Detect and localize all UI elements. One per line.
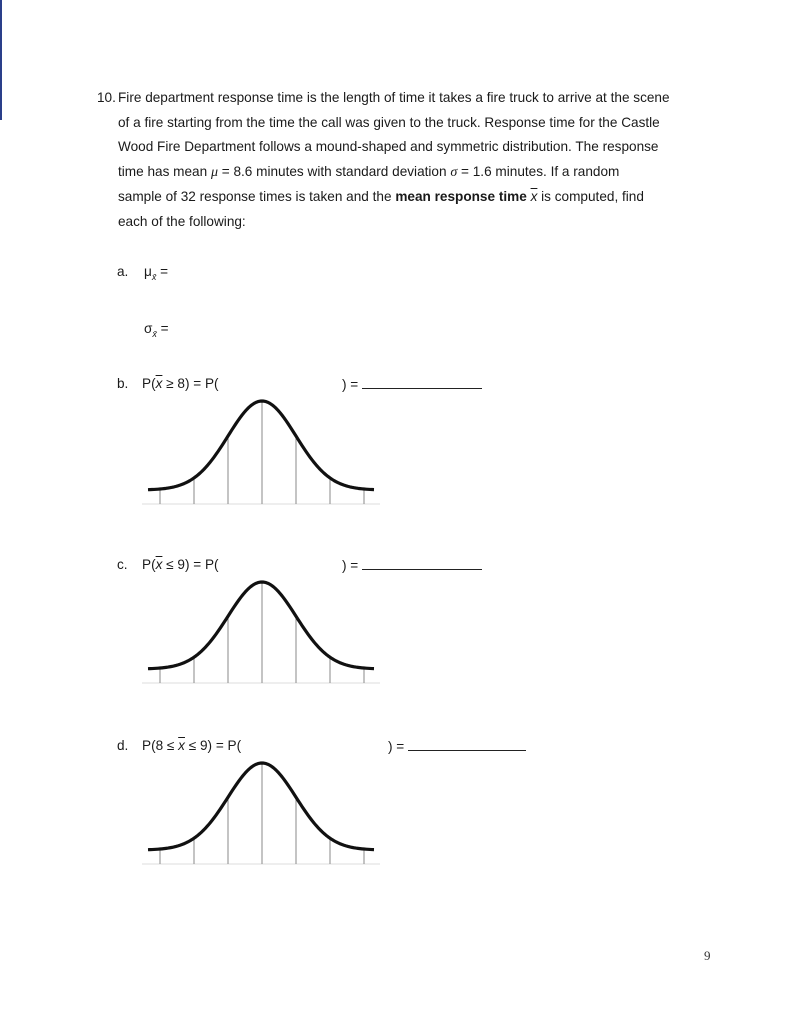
answer-blank-d[interactable] <box>408 738 526 751</box>
problem-line-3: Wood Fire Department follows a mound-shaped and symmetric distribution. The response <box>118 139 659 154</box>
sigma-xbar-label: σ <box>144 321 153 336</box>
problem-line-6: each of the following: <box>118 213 246 229</box>
answer-blank-b[interactable] <box>362 376 482 389</box>
page-edge-mark <box>0 0 2 120</box>
bell-curve <box>148 763 374 850</box>
problem-line-1: Fire department response time is the length of time it takes a fire truck to arrive at the scene <box>118 90 670 105</box>
mu-symbol: μ <box>210 164 218 180</box>
problem-statement <box>97 86 717 234</box>
part-a: a. $\mu_{x̄}$ = <box>117 264 169 282</box>
mu-xbar-label: μ <box>144 264 152 279</box>
normal-curve-d <box>140 758 385 868</box>
problem-number: 10. <box>97 90 116 105</box>
problem-line-2: of a fire starting from the time the call was given to the truck. Response time for the Castle <box>118 114 660 130</box>
bold-phrase: mean response time <box>395 189 527 204</box>
problem-line-5: sample of 32 response times is taken and the mean response time $\overline{x}$ is computed, find <box>118 189 644 204</box>
page-number: 9 <box>704 948 711 963</box>
problem-line-4: time has mean μ = 8.6 minutes with standard deviation σ = 1.6 minutes. If a random <box>118 163 620 180</box>
sigma-symbol: σ <box>450 164 458 180</box>
part-c-answer: ) = <box>342 557 482 573</box>
part-b-answer: ) = <box>342 376 482 392</box>
part-c: c. $P(\overline{x} \le 9) = P$( <box>117 557 219 572</box>
part-d-answer: ) = <box>388 738 526 754</box>
sigma-xbar-equals: = <box>160 321 169 336</box>
answer-blank-c[interactable] <box>362 557 482 570</box>
part-d: d. $P(8 \le \overline{x} \le 9) = P$( <box>117 738 242 753</box>
bell-curve <box>148 582 374 669</box>
part-b: b. $P(\overline{x} \ge 8) = P$( <box>117 376 219 391</box>
mu-xbar-equals: = <box>160 264 169 279</box>
normal-curve-b <box>140 395 385 510</box>
xbar-symbol: $\overline{x}$ <box>530 189 538 204</box>
part-a-letter: a. <box>117 264 129 279</box>
bell-curve <box>148 401 374 490</box>
part-a-sigma: $\sigma_{x̄}$ = <box>144 321 169 339</box>
normal-curve-c <box>140 577 385 687</box>
